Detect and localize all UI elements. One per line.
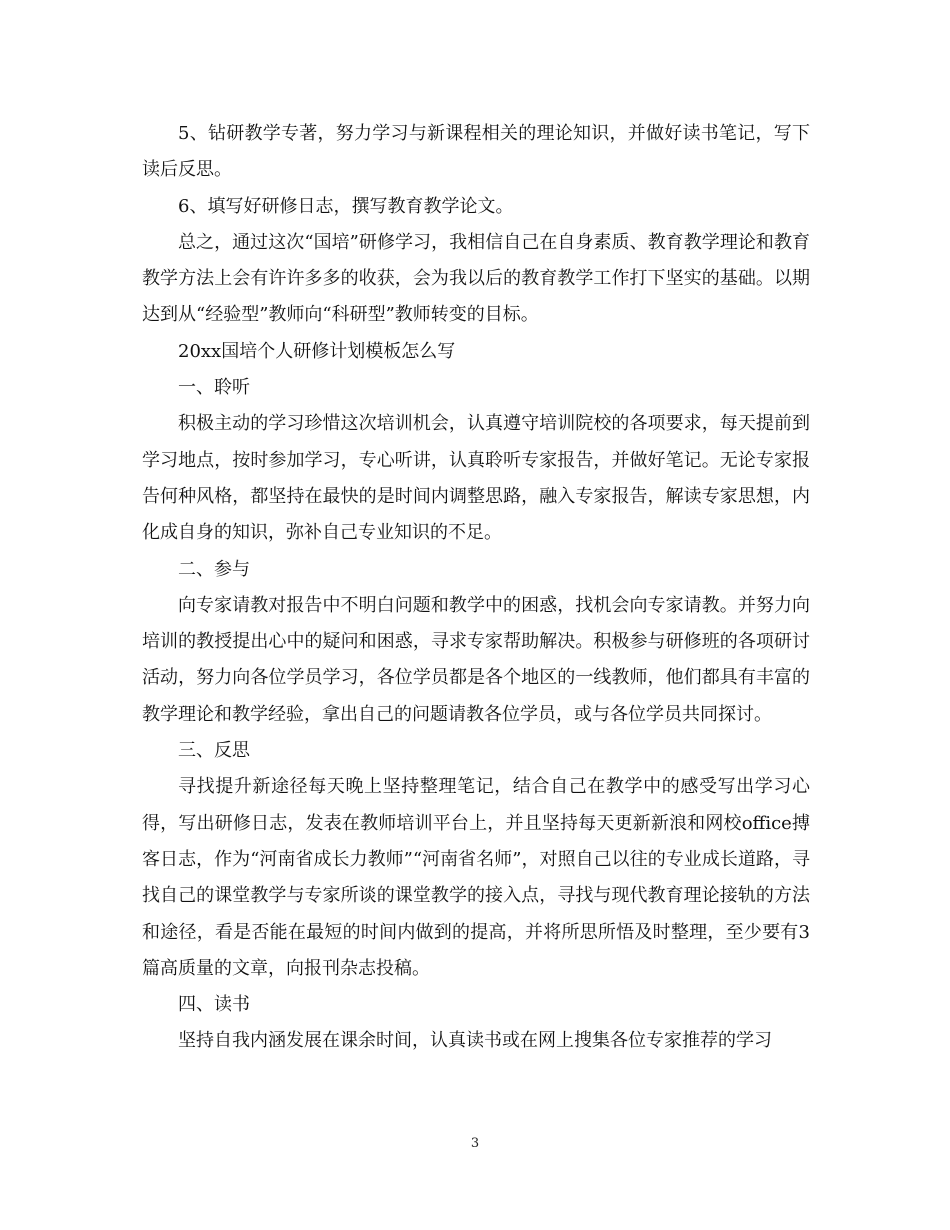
paragraph-item-5: 5、钻研教学专著，努力学习与新课程相关的理论知识，并做好读书笔记，写下读后反思。 bbox=[142, 123, 810, 181]
page-number: 3 bbox=[470, 1136, 480, 1151]
document-body bbox=[142, 116, 810, 1060]
paragraph-participate: 向专家请教对报告中不明白问题和教学中的困惑，找机会向专家请教。并努力向培训的教授提出心中的疑问和困惑，寻求专家帮助解决。积极参与研修班的各项研讨活动，努力向各位学员学习，各位学员都是各个地区的一线教师，他们都具有丰富的教学理论和教学经验，拿出自己的问题请教各位学员，或与各位学员共同探讨。 bbox=[142, 594, 810, 725]
section-title: 20xx国培个人研修计划模板怎么写 bbox=[178, 340, 456, 362]
paragraph-listen: 积极主动的学习珍惜这次培训机会，认真遵守培训院校的各项要求，每天提前到学习地点，按时参加学习，专心听讲，认真聆听专家报告，并做好笔记。无论专家报告何种风格，都坚持在最快的是时间内调整思路，融入专家报告，解读专家思想，内化成自身的知识，弥补自己专业知识的不足。 bbox=[142, 413, 810, 544]
paragraph-read: 坚持自我内涵发展在课余时间，认真读书或在网上搜集各位专家推荐的学习 bbox=[178, 1030, 772, 1052]
heading-participate: 二、参与 bbox=[178, 558, 250, 580]
heading-listen: 一、聆听 bbox=[178, 377, 250, 399]
paragraph-reflect: 寻找提升新途径每天晚上坚持整理笔记，结合自己在教学中的感受写出学习心得，写出研修日志，发表在教师培训平台上，并且坚持每天更新新浪和网校office搏客日志，作为“河南省成长力教师”“河南省名师”，对照自己以往的专业成长道路，寻找自己的课堂教学与专家所谈的课堂教学的接入点，寻找与现代教育理论接轨的方法和途径，看是否能在最短的时间内做到的提高，并将所思所悟及时整理，至少要有3篇高质量的文章，向报刊杂志投稿。 bbox=[142, 776, 810, 979]
heading-reflect: 三、反思 bbox=[178, 740, 250, 762]
paragraph-summary: 总之，通过这次“国培”研修学习，我相信自己在自身素质、教育教学理论和教育教学方法上会有许许多多的收获，会为我以后的教育教学工作打下坚实的基础。以期达到从“经验型”教师向“科研型”教师转变的目标。 bbox=[142, 231, 810, 326]
paragraph-item-6: 6、填写好研修日志，撰写教育教学论文。 bbox=[178, 195, 514, 217]
heading-read: 四、读书 bbox=[178, 994, 250, 1016]
